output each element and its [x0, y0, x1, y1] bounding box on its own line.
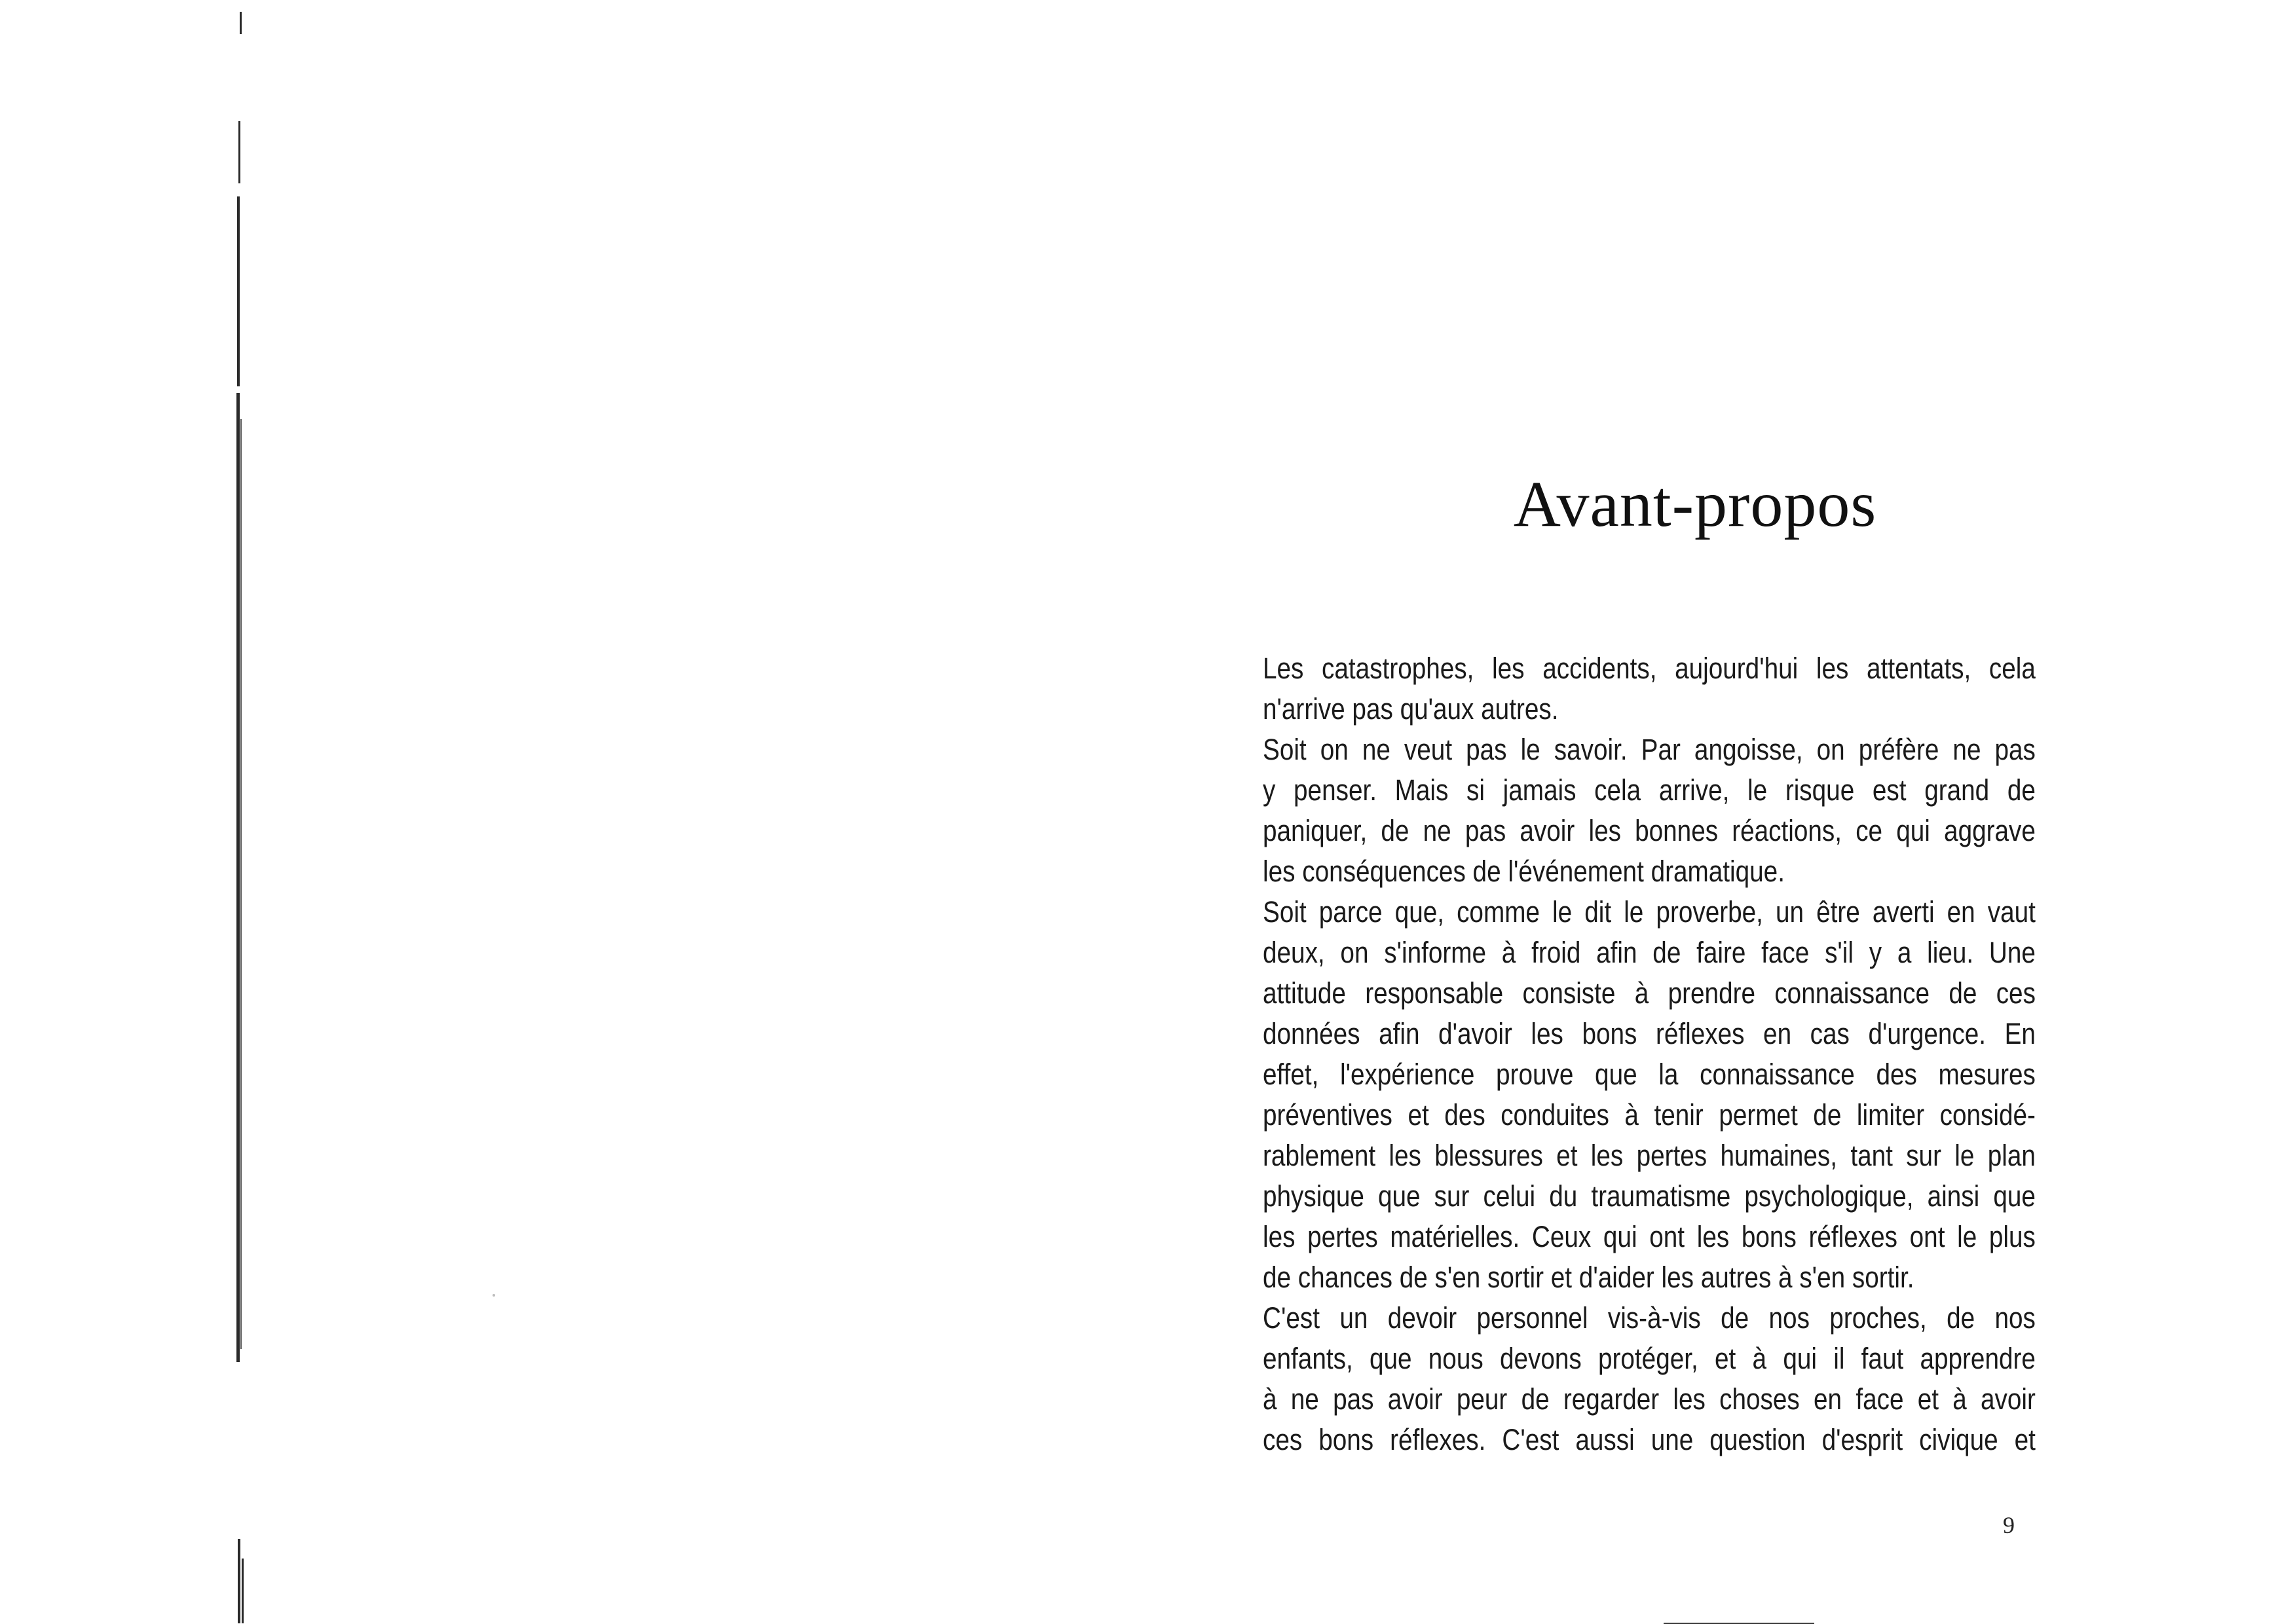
gutter-line: [238, 1539, 240, 1623]
document-page: [1263, 0, 2049, 1623]
text-line: enfants, que nous devons protéger, et à qui il faut apprendre: [1263, 1342, 2036, 1375]
gutter-line: [236, 393, 240, 1362]
gutter-line: [237, 196, 240, 386]
text-line: Soit parce que, comme le dit le proverbe, un être averti en vaut: [1263, 895, 2036, 929]
scan-speck: [493, 1294, 495, 1297]
text-line: y penser. Mais si jamais cela arrive, le risque est grand de: [1263, 773, 2036, 807]
text-line: les pertes matérielles. Ceux qui ont les bons réflexes ont le plus: [1263, 1220, 2036, 1253]
text-line: attitude responsable consiste à prendre connaissance de ces: [1263, 976, 2036, 1010]
page-number: 9: [2003, 1512, 2015, 1538]
text-line: de chances de s'en sortir et d'aider les autres à s'en sortir.: [1263, 1261, 1914, 1294]
text-line: préventives et des conduites à tenir permet de limiter considé-: [1263, 1098, 2036, 1132]
text-line: rablement les blessures et les pertes humaines, tant sur le plan: [1263, 1139, 2036, 1172]
gutter-line: [240, 12, 242, 34]
gutter-line: [238, 121, 240, 183]
text-line: ces bons réflexes. C'est aussi une question d'esprit civique et: [1263, 1423, 2036, 1456]
page-title: Avant-propos: [1513, 468, 1877, 540]
scan-gutter-artifact: [231, 0, 250, 1623]
text-line: physique que sur celui du traumatisme psychologique, ainsi que: [1263, 1179, 2036, 1213]
gutter-line: [242, 1559, 244, 1623]
text-line: les conséquences de l'événement dramatique.: [1263, 855, 1785, 888]
text-line: paniquer, de ne pas avoir les bonnes réactions, ce qui aggrave: [1263, 814, 2036, 847]
text-line: à ne pas avoir peur de regarder les choses en face et à avoir: [1263, 1382, 2036, 1416]
body-text: [1263, 648, 2036, 1460]
text-line: Les catastrophes, les accidents, aujourd'hui les attentats, cela: [1263, 652, 2036, 685]
gutter-line: [240, 419, 242, 1349]
text-line: Soit on ne veut pas le savoir. Par angoisse, on préfère ne pas: [1263, 733, 2036, 766]
text-line: effet, l'expérience prouve que la connaissance des mesures: [1263, 1058, 2036, 1091]
text-line: C'est un devoir personnel vis-à-vis de nos proches, de nos: [1263, 1301, 2036, 1335]
text-line: deux, on s'informe à froid afin de faire face s'il y a lieu. Une: [1263, 936, 2036, 969]
text-line: n'arrive pas qu'aux autres.: [1263, 692, 1559, 726]
text-line: données afin d'avoir les bons réflexes en cas d'urgence. En: [1263, 1017, 2036, 1050]
